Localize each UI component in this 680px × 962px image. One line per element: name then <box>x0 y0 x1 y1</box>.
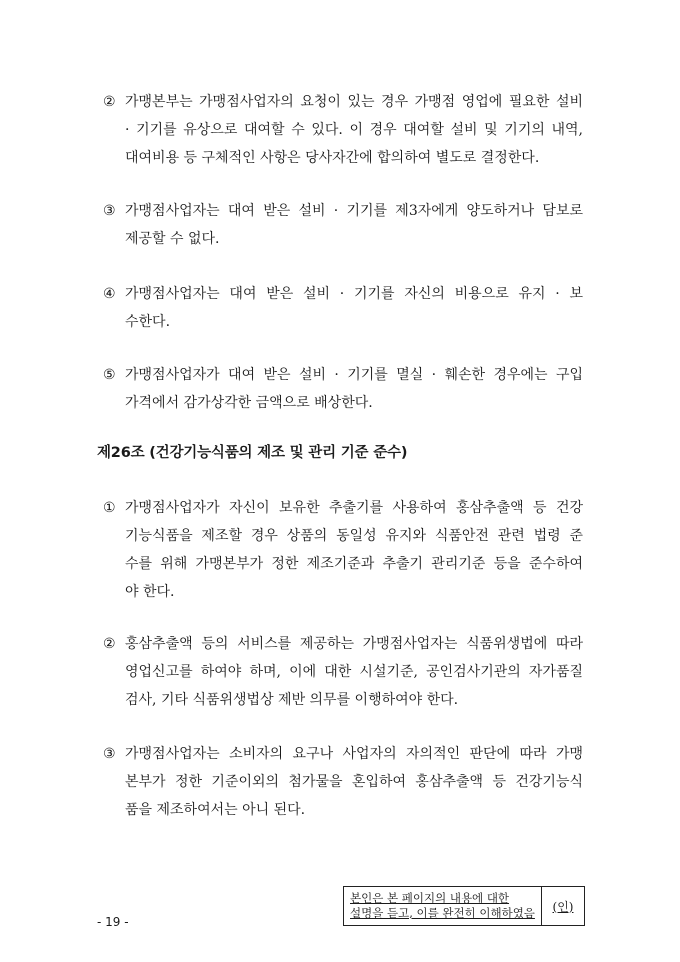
paragraph-line: 수한다. <box>125 314 171 330</box>
paragraph-line: 품을 제조하여서는 아니 된다. <box>125 802 306 818</box>
paragraph-line: 영업신고를 하여야 하며, 이에 대한 시설기준, 공인검사기관의 자가품질 <box>125 664 583 680</box>
paragraph-line: 대여비용 등 구체적인 사항은 당사자간에 합의하여 별도로 결정한다. <box>125 150 540 166</box>
paragraph-number: ② <box>103 636 116 652</box>
article-paragraph-2 <box>103 630 583 714</box>
paragraph-line: 가맹본부는 가맹점사업자의 요청이 있는 경우 가맹점 영업에 필요한 설비 <box>125 94 583 110</box>
seal-field[interactable]: (인) <box>552 899 574 914</box>
paragraph-number: ③ <box>103 746 116 762</box>
confirmation-line-1: 본인은 본 페이지의 내용에 대한 <box>350 891 510 905</box>
paragraph-line: 기능식품을 제조할 경우 상품의 동일성 유지와 식품안전 관련 법령 준 <box>125 528 583 544</box>
paragraph-line: 수를 위해 가맹본부가 정한 제조기준과 추출기 관리기준 등을 준수하여 <box>125 556 583 572</box>
paragraph-line: 제공할 수 없다. <box>125 231 220 247</box>
paragraph-line: 야 한다. <box>125 584 175 600</box>
paragraph-number: ④ <box>103 286 116 302</box>
paragraph-line: 가격에서 감가상각한 금액으로 배상한다. <box>125 395 373 411</box>
paragraph-number: ② <box>103 94 116 110</box>
paragraph-4-maintenance <box>103 280 583 336</box>
paragraph-number: ③ <box>103 203 116 219</box>
article-paragraph-1 <box>103 494 583 606</box>
paragraph-5-compensation <box>103 361 583 417</box>
paragraph-line: 가맹점사업자가 대여 받은 설비 · 기기를 멸실 · 훼손한 경우에는 구입 <box>125 367 583 383</box>
confirmation-line-2: 설명을 듣고, 이를 완전히 이해하였음 <box>350 906 535 920</box>
article-paragraph-3 <box>103 740 583 824</box>
confirmation-text <box>344 887 542 925</box>
confirmation-box <box>343 886 585 926</box>
page-number: - 19 - <box>97 915 129 929</box>
paragraph-number: ① <box>103 500 116 516</box>
paragraph-line: 가맹점사업자는 소비자의 요구나 사업자의 자의적인 판단에 따라 가맹 <box>125 746 583 762</box>
paragraph-line: · 기기를 유상으로 대여할 수 있다. 이 경우 대여할 설비 및 기기의 내역, <box>125 122 583 138</box>
paragraph-number: ⑤ <box>103 367 116 383</box>
paragraph-2-equipment-rental <box>103 88 583 172</box>
paragraph-line: 가맹점사업자는 대여 받은 설비 · 기기를 제3자에게 양도하거나 담보로 <box>125 203 583 219</box>
article-heading: 제26조 (건강기능식품의 제조 및 관리 기준 준수) <box>97 445 408 461</box>
paragraph-line: 본부가 정한 기준이외의 첨가물을 혼입하여 홍삼추출액 등 건강기능식 <box>125 774 583 790</box>
paragraph-line: 가맹점사업자가 자신이 보유한 추출기를 사용하여 홍삼추출액 등 건강 <box>125 500 583 516</box>
paragraph-line: 홍삼추출액 등의 서비스를 제공하는 가맹점사업자는 식품위생법에 따라 <box>125 636 583 652</box>
paragraph-line: 검사, 기타 식품위생법상 제반 의무를 이행하여야 한다. <box>125 692 459 708</box>
paragraph-3-no-transfer <box>103 197 583 253</box>
paragraph-line: 가맹점사업자는 대여 받은 설비 · 기기를 자신의 비용으로 유지 · 보 <box>125 286 583 302</box>
